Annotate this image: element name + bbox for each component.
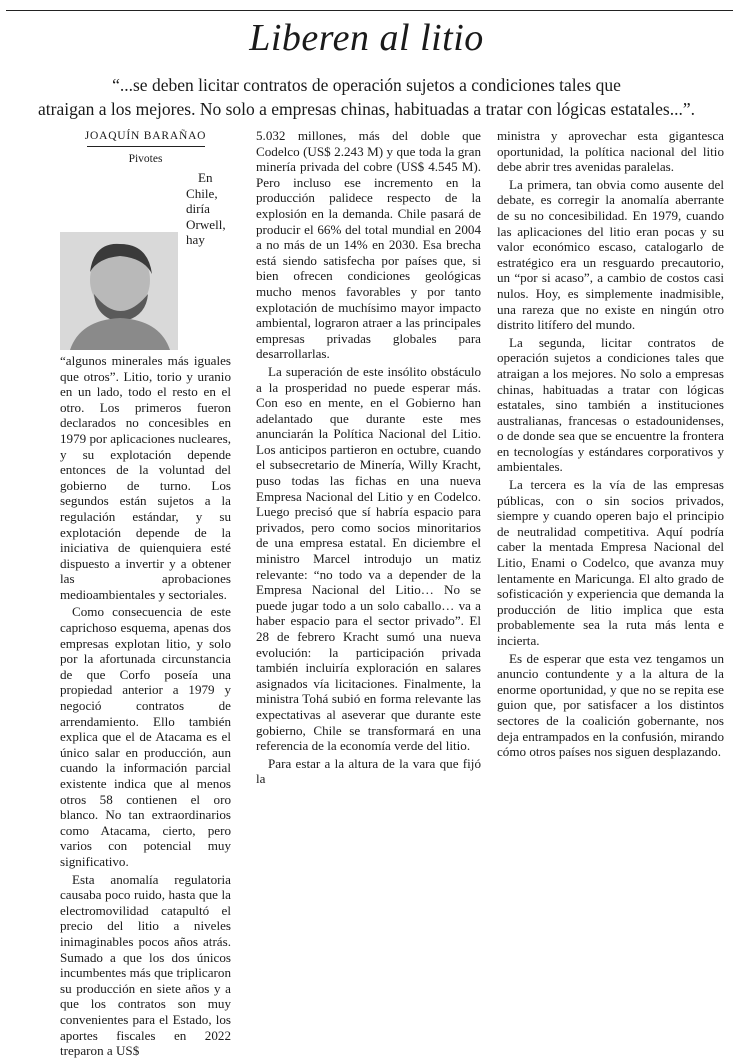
paragraph: La primera, tan obvia como ausente del debate, es corregir la anomalía aberrante de su no concesibilidad. En 1979, cuando las aplicaciones del litio eran pocas y su valor económico escaso, catalogarlo de estratégico era un resguardo precautorio, un “por si acaso”, a cambio de costos casi nulos. Hoy, es simplemente inadmisible, una rareza que no existe en ningún otro distrito litífero del mundo.	[497, 176, 724, 333]
pull-quote-line-2: atraigan a los mejores. No solo a empresas chinas, habituadas a tratar con lógicas estatales...”.	[38, 99, 695, 119]
pull-quote-line-1: “...se deben licitar contratos de operación sujetos a condiciones tales que	[112, 75, 621, 95]
author-name: JOAQUÍN BARAÑAO	[84, 130, 207, 142]
column-3	[497, 128, 724, 762]
pull-quote	[0, 73, 733, 121]
paragraph: La segunda, licitar contratos de operación sujetos a condiciones tales que atraigan a los mejores. No solo a empresas chinas, habituadas a tratar con lógicas estatales, sino también a instituciones australianas, francesas o estadounidenses, o de donde sea que se encuentre la frontera en tecnologías y estándares corporativos y ambientales.	[497, 334, 724, 475]
section-name: Pivotes	[128, 153, 163, 165]
author-rule	[87, 146, 205, 147]
paragraph: Como consecuencia de este caprichoso esquema, apenas dos empresas explotan litio, y solo por la afortunada circunstancia de que Corfo poseía una propiedad anterior a 1979 y negoció contratos de arrendamiento. Ello también explica que el de Atacama es el único salar en producción, aun cuando la información parcial existente indica que al menos otros 58 contienen el oro blanco. No tan extraordinarios como Atacama, cierto, pero varios con potencial muy significativo.	[60, 604, 231, 869]
paragraph: Es de esperar que esta vez tengamos un anuncio contundente y a la altura de la enorme oportunidad, y que no se repita ese guion que, por satisfacer a los distintos sectores de la coalición gobernante, nos deja entrampados en la confusión, mirando cómo otros países nos siguen desplazando.	[497, 650, 724, 760]
paragraph	[60, 170, 231, 602]
byline	[60, 128, 231, 167]
top-rule	[6, 10, 733, 11]
paragraph: La tercera es la vía de las empresas públicas, con o sin socios privados, siempre y cuando operen bajo el principio de neutralidad competitiva. Aquí podría caber la mentada Empresa Nacional del Litio, Enami o Codelco, que avanza muy lentamente en Maricunga. El alto grado de sofisticación y experiencia que demanda la producción de litio implica que esta probablemente sea la ruta más lenta e incierta.	[497, 477, 724, 648]
paragraph: Esta anomalía regulatoria causaba poco ruido, hasta que la electromovilidad catapultó el precio del litio a niveles inimaginables pocos años atrás. Sumado a que los dos únicos incumbentes más que triplicaron su producción en siete años y a que los contratos son muy convenientes para el Estado, los aportes fiscales en 2022 treparon a US$	[60, 871, 231, 1059]
headline: Liberen al litio	[249, 17, 484, 59]
paragraph: Para estar a la altura de la vara que fijó la	[256, 755, 481, 787]
column-2	[256, 128, 481, 789]
author-photo	[60, 232, 178, 350]
paragraph: La superación de este insólito obstáculo a la prosperidad no puede esperar más. Con eso en mente, en el Gobierno han adelantado que durante este mes anunciarán la Política Nacional del Litio. Los anticipos partieron en octubre, cuando el subsecretario de Minería, Willy Kracht, puso todas las fichas en una nueva Empresa Nacional del Litio y en Codelco. Luego precisó que sí habría espacio para privados, pero como socios minoritarios de una empresa estatal. En diciembre el ministro Marcel introdujo un matiz relevante: “no todo va a depender de la Empresa Nacional del Litio… No se puede jugar todo a un solo caballo… va a haber espacio para el sector privado”. El 28 de febrero Kracht sumó una nueva evolución: la participación privada también incluiría exploración en salares asignados vía licitaciones. Finalmente, la ministra Tohá subió en forma relevante las expectativas al aseverar que durante este gobierno, Chile se transformará en una referencia de la economía verde del litio.	[256, 363, 481, 754]
column-1	[60, 170, 231, 1061]
paragraph-text: En Chile, diría Orwell, hay “algunos minerales más iguales que otros”. Litio, torio y uranio en un lado, todo el resto en el otro. Los primeros fueron declarados no concesibles en 1979 por aplicaciones nucleares, y su explotación depende entonces de la voluntad del gobierno de turno. Los segundos están sujetos a la regulación estándar, y su explotación depende de la iniciativa de quienquiera esté dispuesto a invertir y a obtener las aprobaciones medioambientales y sectoriales.	[60, 170, 231, 602]
paragraph: ministra y aprovechar esta gigantesca oportunidad, la política nacional del litio debe abrir tres avenidas paralelas.	[497, 128, 724, 175]
paragraph: 5.032 millones, más del doble que Codelco (US$ 2.243 M) y que toda la gran minería privada del cobre (US$ 4.545 M). Pero incluso ese incremento en la producción palidece respecto de la explosión en la demanda. Chile pasará de producir el 66% del total mundial en 2004 a no más de un 14% en 2030. Esa brecha está siendo satisfecha por países que, si bien ofrecen condiciones geológicas mucho menos favorables y por tanto explotación de muchísimo mayor impacto ambiental, lograron atraer a las principales empresas privadas globales para desarrollarlas.	[256, 128, 481, 362]
